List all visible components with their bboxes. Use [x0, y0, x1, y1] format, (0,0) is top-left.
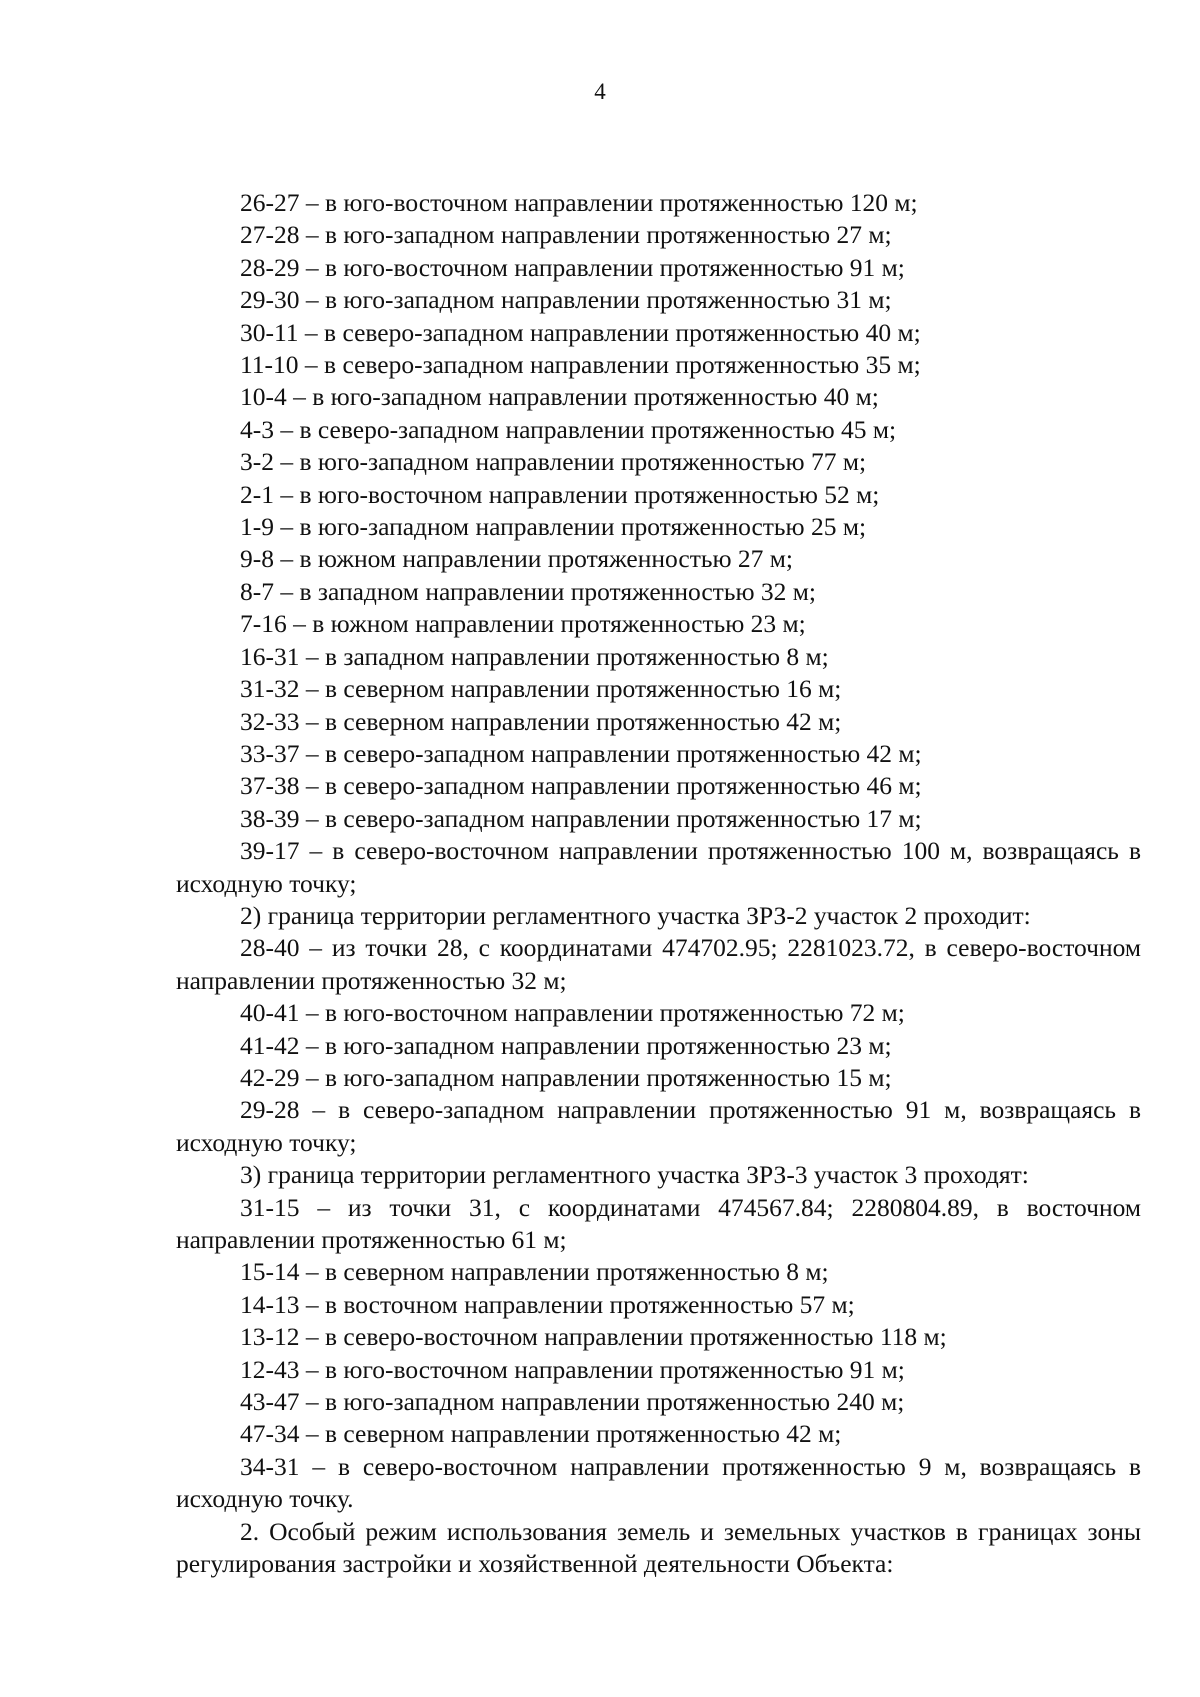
paragraph: 16-31 – в западном направлении протяженностью 8 м; [240, 641, 829, 671]
paragraph: 38-39 – в северо-западном направлении протяженностью 17 м; [240, 803, 922, 833]
paragraph: 4-3 – в северо-западном направлении протяженностью 45 м; [240, 414, 897, 444]
paragraph: 28-29 – в юго-восточном направлении протяженностью 91 м; [240, 252, 905, 282]
paragraph: 41-42 – в юго-западном направлении протяженностью 23 м; [240, 1030, 892, 1060]
paragraph: 2) граница территории регламентного участка ЗРЗ-2 участок 2 проходит: [240, 900, 1031, 930]
paragraph: 39-17 – в северо-восточном направлении протяженностью 100 м, возвращаясь в исходную точку; [176, 836, 1141, 898]
paragraph: 2-1 – в юго-восточном направлении протяженностью 52 м; [240, 479, 880, 509]
paragraph: 28-40 – из точки 28, с координатами 474702.95; 2281023.72, в северо-восточном направлении протяженностью 32 м; [176, 933, 1141, 995]
paragraph: 34-31 – в северо-восточном направлении протяженностью 9 м, возвращаясь в исходную точку. [176, 1451, 1141, 1514]
paragraph: 30-11 – в северо-западном направлении протяженностью 40 м; [240, 317, 921, 347]
paragraph: 33-37 – в северо-западном направлении протяженностью 42 м; [240, 738, 922, 768]
paragraph: 26-27 – в юго-восточном направлении протяженностью 120 м; [240, 188, 918, 217]
paragraph: 12-43 – в юго-восточном направлении протяженностью 91 м; [240, 1354, 905, 1384]
paragraph: 3-2 – в юго-западном направлении протяженностью 77 м; [240, 447, 867, 477]
paragraph: 27-28 – в юго-западном направлении протяженностью 27 м; [240, 220, 892, 250]
paragraph: 43-47 – в юго-западном направлении протяженностью 240 м; [240, 1387, 905, 1417]
paragraph: 29-28 – в северо-западном направлении протяженностью 91 м, возвращаясь в исходную точку; [176, 1095, 1141, 1157]
paragraph: 7-16 – в южном направлении протяженностью 23 м; [240, 609, 806, 639]
paragraph: 9-8 – в южном направлении протяженностью 27 м; [240, 544, 794, 574]
paragraph: 3) граница территории регламентного участка ЗРЗ-3 участок 3 проходят: [240, 1160, 1029, 1190]
paragraph: 31-32 – в северном направлении протяженностью 16 м; [240, 674, 842, 704]
paragraph: 32-33 – в северном направлении протяженностью 42 м; [240, 706, 842, 736]
paragraph: 11-10 – в северо-западном направлении протяженностью 35 м; [240, 350, 921, 380]
document-body [176, 187, 1141, 1580]
paragraph: 8-7 – в западном направлении протяженностью 32 м; [240, 576, 816, 606]
paragraph: 37-38 – в северо-западном направлении протяженностью 46 м; [240, 771, 922, 801]
paragraph: 2. Особый режим использования земель и земельных участков в границах зоны регулирования застройки и хозяйственной деятельности Объекта: [176, 1516, 1141, 1579]
paragraph: 15-14 – в северном направлении протяженностью 8 м; [240, 1257, 829, 1287]
paragraph: 10-4 – в юго-западном направлении протяженностью 40 м; [240, 382, 879, 412]
paragraph: 40-41 – в юго-восточном направлении протяженностью 72 м; [240, 998, 905, 1028]
paragraph: 42-29 – в юго-западном направлении протяженностью 15 м; [240, 1062, 892, 1092]
paragraph: 29-30 – в юго-западном направлении протяженностью 31 м; [240, 285, 892, 315]
paragraph: 1-9 – в юго-западном направлении протяженностью 25 м; [240, 512, 867, 542]
paragraph: 31-15 – из точки 31, с координатами 474567.84; 2280804.89, в восточном направлении протяженностью 61 м; [176, 1192, 1141, 1254]
paragraph: 14-13 – в восточном направлении протяженностью 57 м; [240, 1289, 855, 1319]
paragraph: 13-12 – в северо-восточном направлении протяженностью 118 м; [240, 1322, 947, 1352]
paragraph: 47-34 – в северном направлении протяженностью 42 м; [240, 1419, 842, 1449]
page-number: 4 [594, 79, 606, 104]
